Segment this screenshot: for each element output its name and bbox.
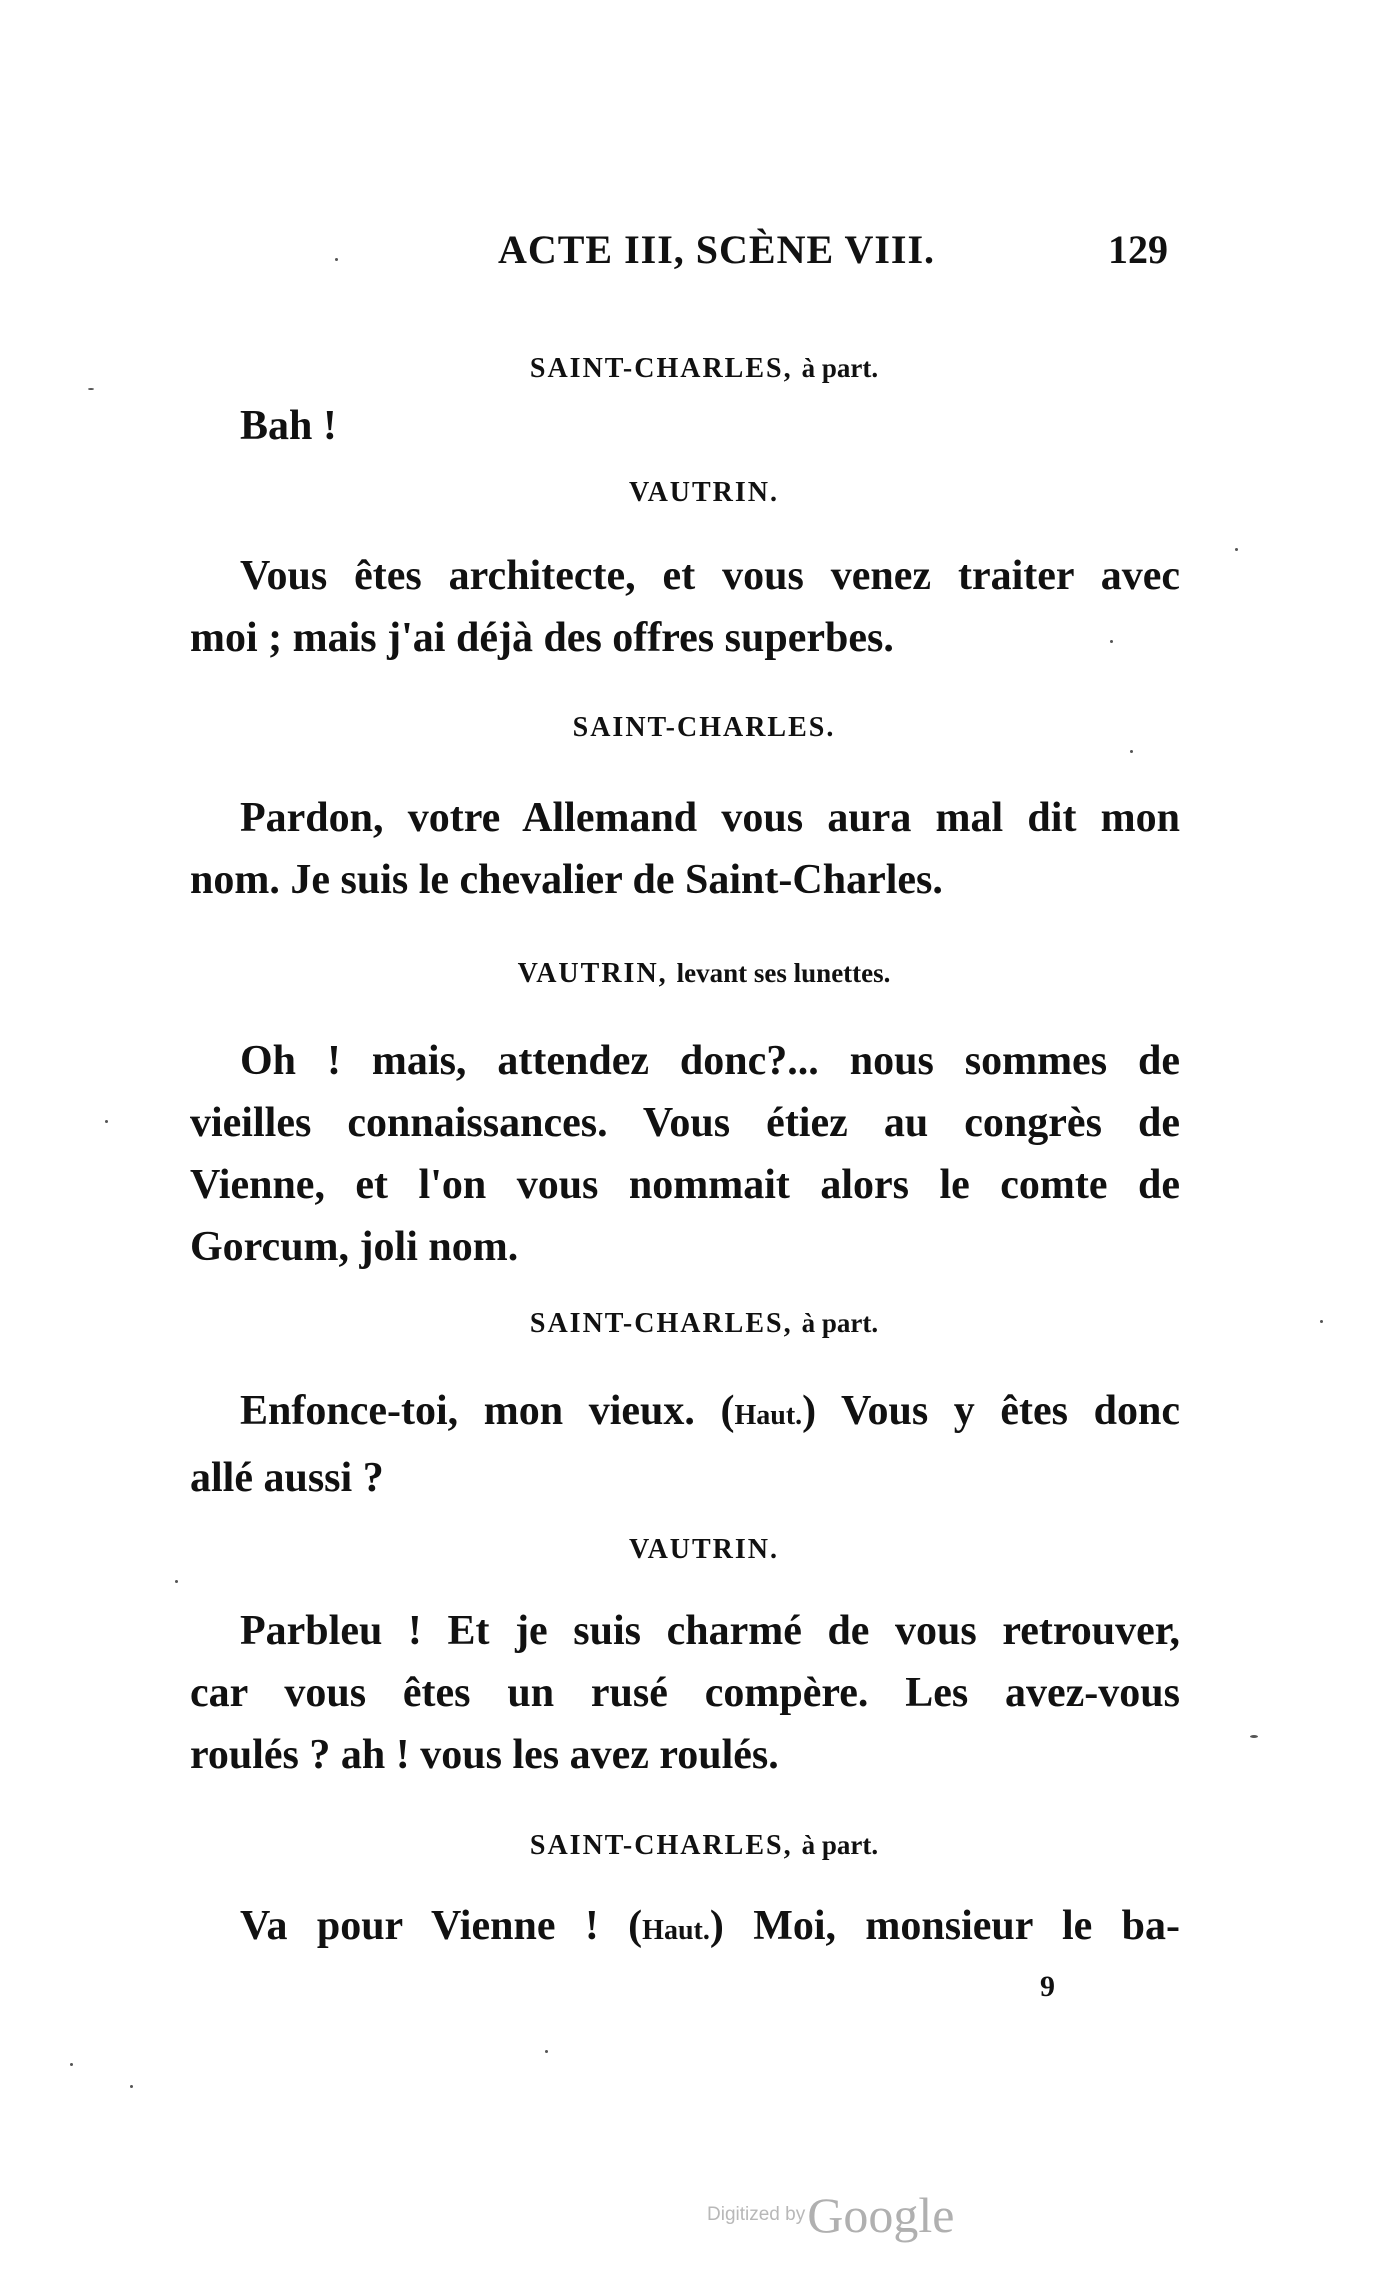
speaker-label: SAINT-CHARLES, à part. <box>529 1308 879 1339</box>
dialogue-text: Enfonce-toi, mon vieux. (Haut.) Vous y êtes donc allé aussi ? <box>190 1388 1180 1501</box>
signature-mark: 9 <box>1040 1970 1055 2003</box>
google-logo: Google <box>807 2187 955 2243</box>
scan-speck <box>1110 640 1113 643</box>
dialogue-text: Vous êtes architecte, et vous venez traiter avec moi ; mais j'ai déjà des offres superbes. <box>190 553 1180 661</box>
scan-speck <box>70 2063 73 2066</box>
page-number: 129 <box>1108 227 1168 272</box>
speaker-label: SAINT-CHARLES, à part. <box>529 1830 879 1861</box>
dialogue-text: Parbleu ! Et je suis charmé de vous retrouver, car vous êtes un rusé compère. Les avez-vous roulés ? ah ! vous les avez roulés. <box>190 1608 1180 1778</box>
dialogue-text: Pardon, votre Allemand vous aura mal dit mon nom. Je suis le chevalier de Saint-Charles. <box>190 795 1180 903</box>
scan-speck <box>175 1580 178 1583</box>
speaker-label: VAUTRIN. <box>628 477 780 508</box>
speaker-label: SAINT-CHARLES, à part. <box>529 353 879 384</box>
scan-speck <box>1130 750 1133 753</box>
scan-speck <box>88 388 94 390</box>
scan-speck <box>1320 1320 1323 1323</box>
scan-speck <box>105 1120 108 1123</box>
scan-speck <box>1250 1735 1258 1738</box>
speaker-label: VAUTRIN, levant ses lunettes. <box>517 958 891 989</box>
dialogue-text: Va pour Vienne ! (Haut.) Moi, monsieur le ba- <box>240 1903 1180 1949</box>
digitized-watermark: Digitized byGoogle <box>707 2187 955 2243</box>
dialogue-text: Oh ! mais, attendez donc?... nous sommes de vieilles connaissances. Vous étiez au congrès de Vienne, et l'on vous nommait alors le comte de Gorcum, joli nom. <box>190 1038 1180 1270</box>
scan-speck <box>130 2085 133 2088</box>
scan-speck <box>545 2050 548 2053</box>
dialogue-text: Bah ! <box>240 403 337 449</box>
speaker-label: SAINT-CHARLES. <box>572 712 836 743</box>
speaker-label: VAUTRIN. <box>628 1534 780 1565</box>
running-title: ACTE III, SCÈNE VIII. <box>497 227 936 272</box>
scan-speck <box>335 258 338 261</box>
scan-speck <box>1235 548 1238 551</box>
